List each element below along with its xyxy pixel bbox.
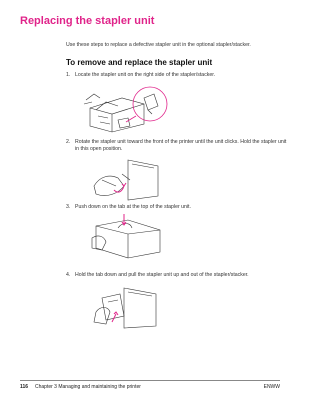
callout-circle [126,87,167,122]
page-title: Replacing the stapler unit [20,15,155,27]
stapler-location-illustration [82,80,172,136]
step-number: 4. [66,272,71,278]
footer-rule [20,380,280,381]
step-text: Rotate the stapler unit toward the front of the printer until the unit clicks. Hold the stapler unit in this open position. [75,139,287,152]
procedure-heading: To remove and replace the stapler unit [66,58,213,67]
step-text: Locate the stapler unit on the right side of the stapler/stacker. [75,72,216,78]
push-tab-illustration [88,212,164,260]
rotate-stapler-illustration [88,156,164,202]
push-arrow [122,214,126,225]
pull-arrow [112,312,118,322]
page-number: 116 [20,384,29,390]
step-text: Push down on the tab at the top of the stapler unit. [75,204,191,210]
remove-stapler-illustration [88,282,164,332]
step-number: 1. [66,72,71,78]
step-4 [66,272,291,280]
step-1 [66,72,291,80]
step-3 [66,204,291,212]
step-2 [66,139,291,154]
step-number: 2. [66,139,71,145]
rotation-arrow [114,183,126,192]
locale-label: ENWW [263,384,280,390]
chapter-label: Chapter 3 Managing and maintaining the printer [35,384,141,390]
intro-text: Use these steps to replace a defective stapler unit in the optional stapler/stacker. [66,42,251,48]
step-text: Hold the tab down and pull the stapler unit up and out of the stapler/stacker. [75,272,249,278]
step-number: 3. [66,204,71,210]
